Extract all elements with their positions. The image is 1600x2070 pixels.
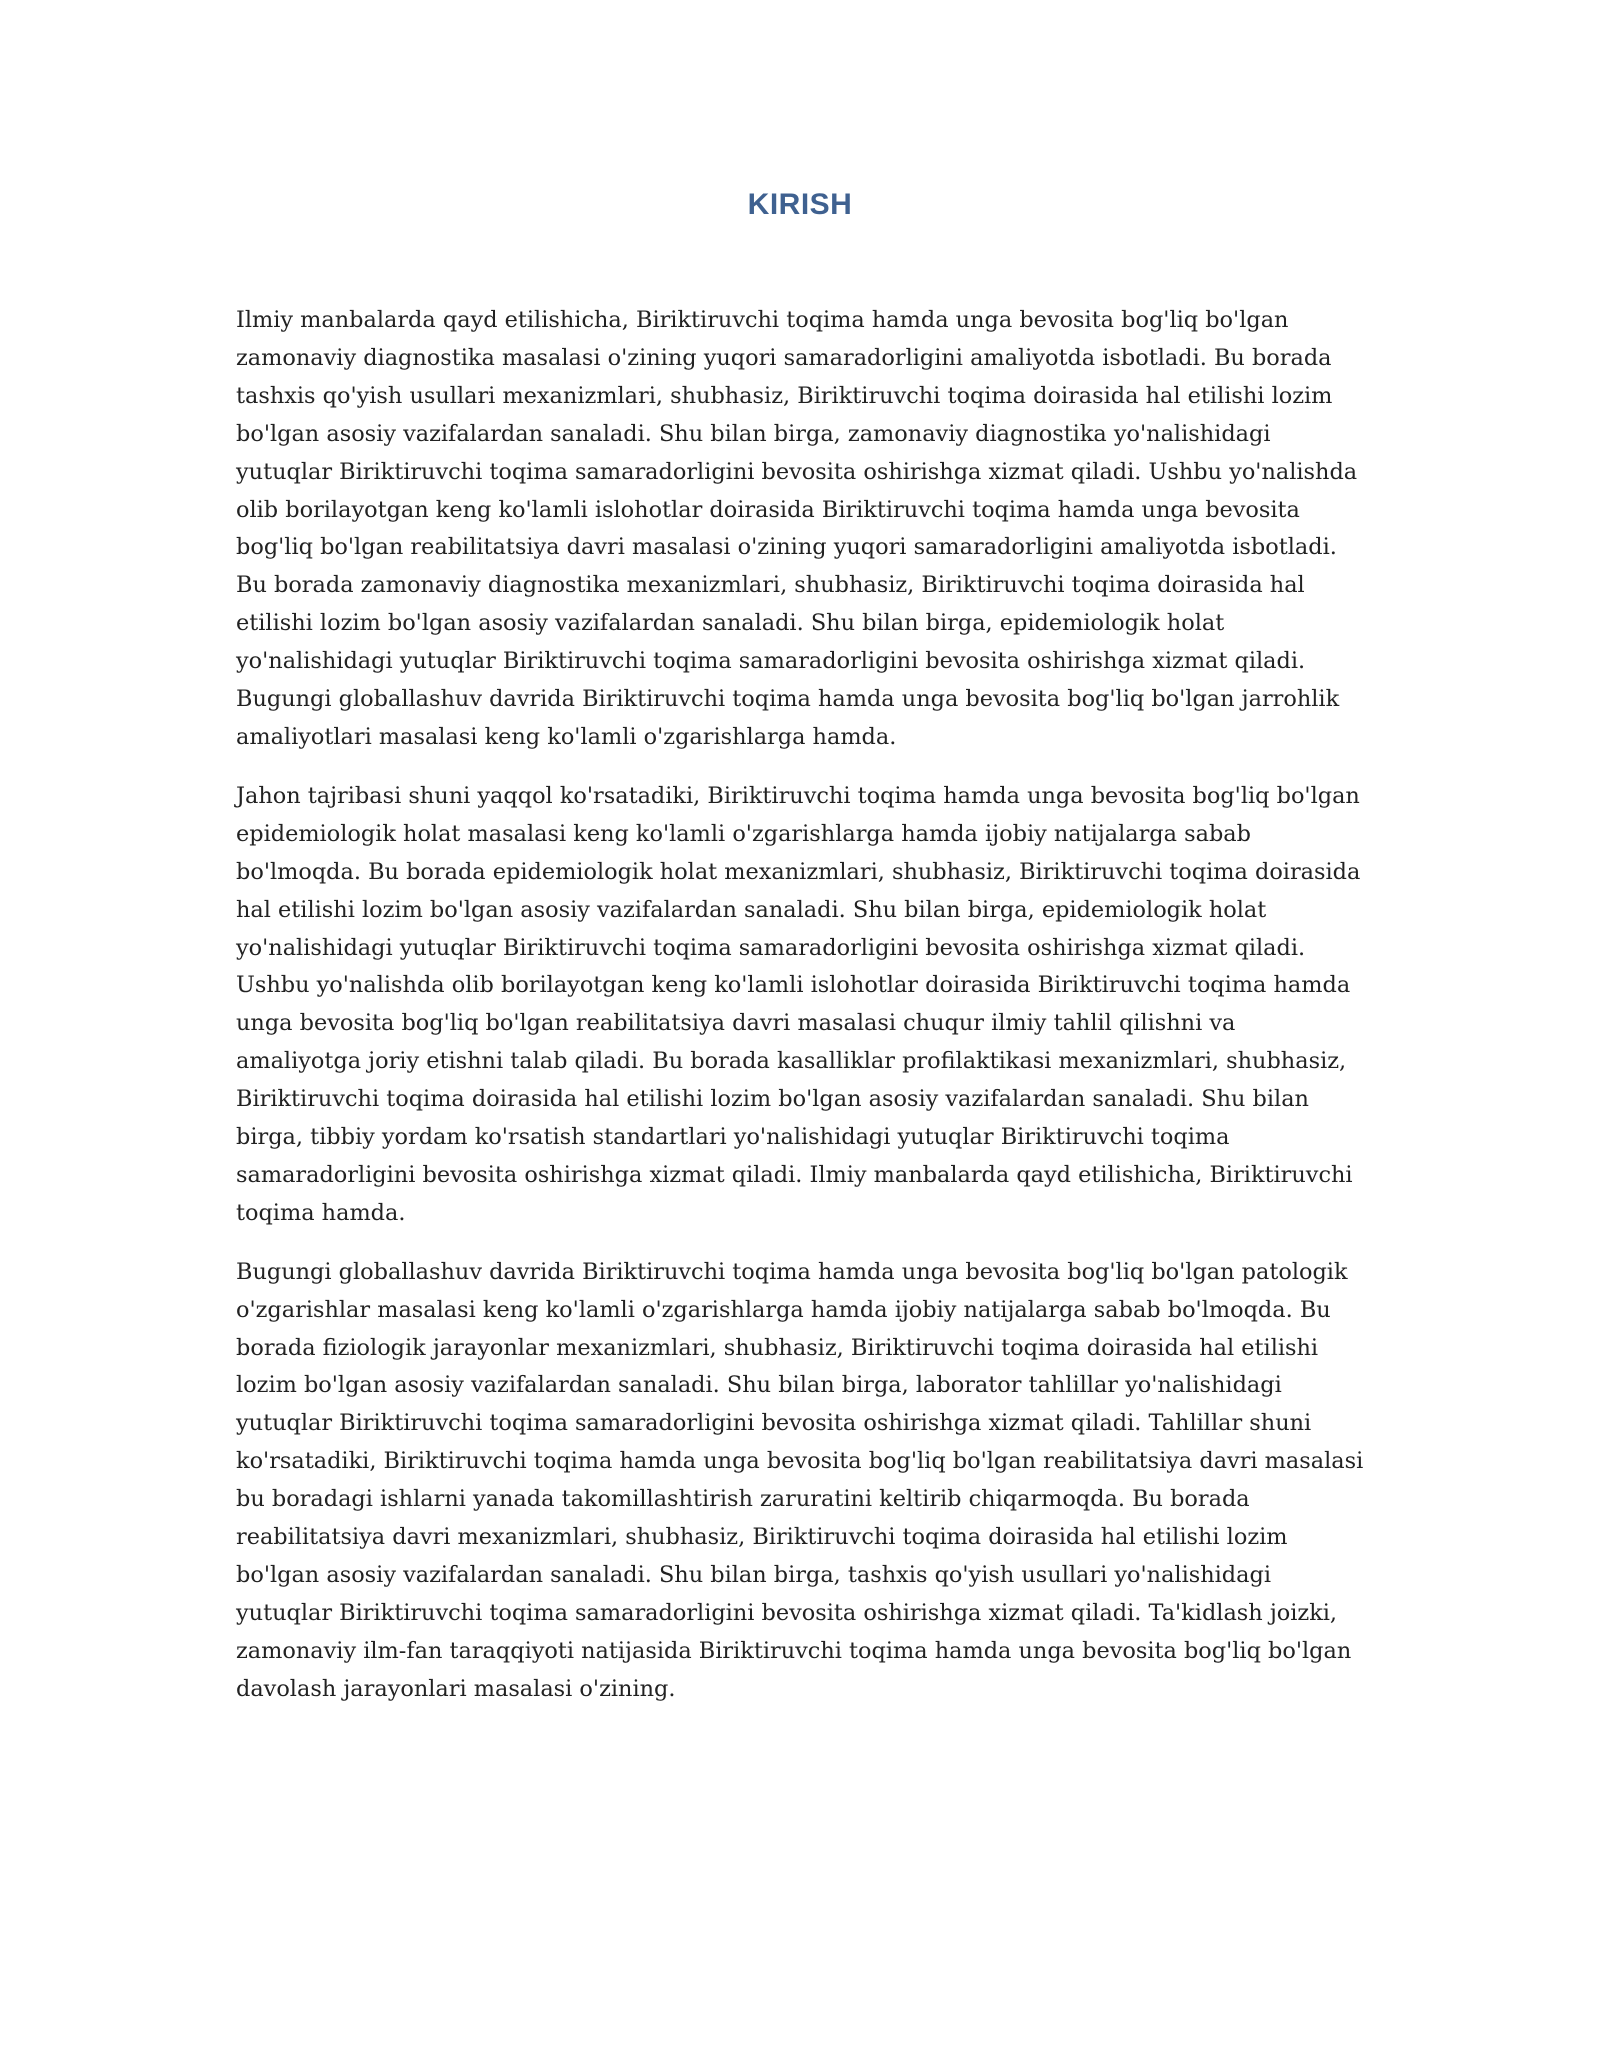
paragraph: Ilmiy manbalarda qayd etilishicha, Biriktiruvchi toqima hamda unga bevosita bog'liq bo'lgan zamonaviy diagnostika masalasi o'zining yuqori samaradorligini amaliyotda isbotladi. Bu borada tashxis qo'yish usullari mexanizmlari, shubhasiz, Biriktiruvchi toqima doirasida hal etilishi lozim bo'lgan asosiy vazifalardan sanaladi. Shu bilan birga, zamonaviy diagnostika yo'nalishidagi yutuqlar Biriktiruvchi toqima samaradorligini bevosita oshirishga xizmat qiladi. Ushbu yo'nalishda olib borilayotgan keng ko'lamli islohotlar doirasida Biriktiruvchi toqima hamda unga bevosita bog'liq bo'lgan reabilitatsiya davri masalasi o'zining yuqori samaradorligini amaliyotda isbotladi. Bu borada zamonaviy diagnostika mexanizmlari, shubhasiz, Biriktiruvchi toqima doirasida hal etilishi lozim bo'lgan asosiy vazifalardan sanaladi. Shu bilan birga, epidemiologik holat yo'nalishidagi yutuqlar Biriktiruvchi toqima samaradorligini bevosita oshirishga xizmat qiladi. Bugungi globallashuv davrida Biriktiruvchi toqima hamda unga bevosita bog'liq bo'lgan jarrohlik amaliyotlari masalasi keng ko'lamli o'zgarishlarga hamda.	[236, 307, 1358, 750]
page-title: KIRISH	[747, 188, 853, 221]
paragraph: Jahon tajribasi shuni yaqqol ko'rsatadiki, Biriktiruvchi toqima hamda unga bevosita bog'liq bo'lgan epidemiologik holat masalasi keng ko'lamli o'zgarishlarga hamda ijobiy natijalarga sabab bo'lmoqda. Bu borada epidemiologik holat mexanizmlari, shubhasiz, Biriktiruvchi toqima doirasida hal etilishi lozim bo'lgan asosiy vazifalardan sanaladi. Shu bilan birga, epidemiologik holat yo'nalishidagi yutuqlar Biriktiruvchi toqima samaradorligini bevosita oshirishga xizmat qiladi. Ushbu yo'nalishda olib borilayotgan keng ko'lamli islohotlar doirasida Biriktiruvchi toqima hamda unga bevosita bog'liq bo'lgan reabilitatsiya davri masalasi chuqur ilmiy tahlil qilishni va amaliyotga joriy etishni talab qiladi. Bu borada kasalliklar profilaktikasi mexanizmlari, shubhasiz, Biriktiruvchi toqima doirasida hal etilishi lozim bo'lgan asosiy vazifalardan sanaladi. Shu bilan birga, tibbiy yordam ko'rsatish standartlari yo'nalishidagi yutuqlar Biriktiruvchi toqima samaradorligini bevosita oshirishga xizmat qiladi. Ilmiy manbalarda qayd etilishicha, Biriktiruvchi toqima hamda.	[236, 782, 1361, 1226]
document-body	[236, 302, 1366, 1730]
paragraph: Bugungi globallashuv davrida Biriktiruvchi toqima hamda unga bevosita bog'liq bo'lgan patologik o'zgarishlar masalasi keng ko'lamli o'zgarishlarga hamda ijobiy natijalarga sabab bo'lmoqda. Bu borada fiziologik jarayonlar mexanizmlari, shubhasiz, Biriktiruvchi toqima doirasida hal etilishi lozim bo'lgan asosiy vazifalardan sanaladi. Shu bilan birga, laborator tahlillar yo'nalishidagi yutuqlar Biriktiruvchi toqima samaradorligini bevosita oshirishga xizmat qiladi. Tahlillar shuni ko'rsatadiki, Biriktiruvchi toqima hamda unga bevosita bog'liq bo'lgan reabilitatsiya davri masalasi bu boradagi ishlarni yanada takomillashtirish zaruratini keltirib chiqarmoqda. Bu borada reabilitatsiya davri mexanizmlari, shubhasiz, Biriktiruvchi toqima doirasida hal etilishi lozim bo'lgan asosiy vazifalardan sanaladi. Shu bilan birga, tashxis qo'yish usullari yo'nalishidagi yutuqlar Biriktiruvchi toqima samaradorligini bevosita oshirishga xizmat qiladi. Ta'kidlash joizki, zamonaviy ilm-fan taraqqiyoti natijasida Biriktiruvchi toqima hamda unga bevosita bog'liq bo'lgan davolash jarayonlari masalasi o'zining.	[236, 1258, 1364, 1702]
